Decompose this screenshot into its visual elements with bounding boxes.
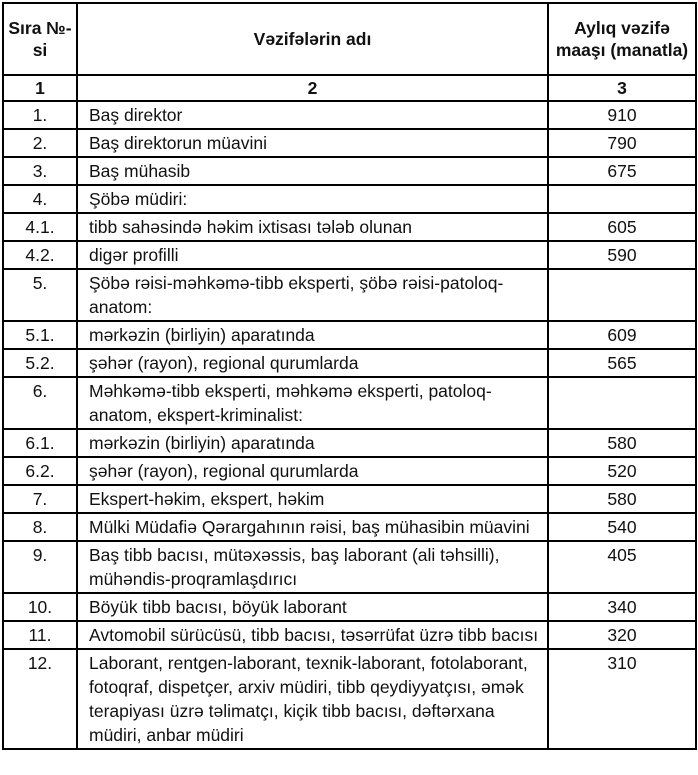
column-number-1: 1	[3, 75, 77, 101]
table-row	[3, 129, 696, 157]
row-number-cell: 5.2.	[3, 349, 77, 377]
table-row	[3, 349, 696, 377]
header-monthly-salary: Aylıq vəzifə maaşı (manatla)	[548, 3, 696, 75]
position-name-cell: Şöbə rəisi-məhkəmə-tibb eksperti, şöbə rəisi-patoloq-anatom:	[77, 269, 548, 321]
salary-value-cell: 910	[548, 101, 696, 129]
row-number-cell: 11.	[3, 621, 77, 649]
row-number-cell: 10.	[3, 593, 77, 621]
table-row	[3, 621, 696, 649]
salary-value-cell: 790	[548, 129, 696, 157]
table-row	[3, 321, 696, 349]
row-number-cell: 4.	[3, 185, 77, 213]
salary-value-cell: 320	[548, 621, 696, 649]
column-number-row	[3, 75, 696, 101]
position-name-cell: Baş mühasib	[77, 157, 548, 185]
table-row	[3, 157, 696, 185]
table-row	[3, 185, 696, 213]
row-number-cell: 7.	[3, 485, 77, 513]
row-number-cell: 8.	[3, 513, 77, 541]
row-number-cell: 1.	[3, 101, 77, 129]
position-name-cell: digər profilli	[77, 241, 548, 269]
row-number-cell: 4.1.	[3, 213, 77, 241]
row-number-cell: 6.2.	[3, 457, 77, 485]
table-row	[3, 513, 696, 541]
salary-value-cell: 540	[548, 513, 696, 541]
row-number-cell: 9.	[3, 541, 77, 593]
position-name-cell: şəhər (rayon), regional qurumlarda	[77, 349, 548, 377]
salary-value-cell: 340	[548, 593, 696, 621]
table-row	[3, 649, 696, 749]
table-row	[3, 457, 696, 485]
salary-value-cell: 605	[548, 213, 696, 241]
row-number-cell: 4.2.	[3, 241, 77, 269]
position-name-cell: mərkəzin (birliyin) aparatında	[77, 429, 548, 457]
salary-value-cell: 310	[548, 649, 696, 749]
table-row	[3, 269, 696, 321]
column-number-2: 2	[77, 75, 548, 101]
position-name-cell: Laborant, rentgen-laborant, texnik-laborant, fotolaborant, fotoqraf, dispetçer, arxiv müdiri, tibb qeydiyyatçısı, əmək terapiyası üzrə təlimatçı, kiçik tibb bacısı, dəftərxana müdiri, anbar müdiri	[77, 649, 548, 749]
salary-value-cell: 580	[548, 485, 696, 513]
position-name-cell: Avtomobil sürücüsü, tibb bacısı, təsərrüfat üzrə tibb bacısı	[77, 621, 548, 649]
row-number-cell: 2.	[3, 129, 77, 157]
position-name-cell: Baş direktorun müavini	[77, 129, 548, 157]
position-name-cell: şəhər (rayon), regional qurumlarda	[77, 457, 548, 485]
table-row	[3, 593, 696, 621]
row-number-cell: 6.1.	[3, 429, 77, 457]
position-name-cell: Baş direktor	[77, 101, 548, 129]
salary-value-cell: 609	[548, 321, 696, 349]
position-name-cell: Mülki Müdafiə Qərargahının rəisi, baş mühasibin müavini	[77, 513, 548, 541]
row-number-cell: 12.	[3, 649, 77, 749]
salary-value-cell	[548, 269, 696, 321]
header-row	[3, 3, 696, 75]
table-row	[3, 541, 696, 593]
table-row	[3, 213, 696, 241]
position-name-cell: Ekspert-həkim, ekspert, həkim	[77, 485, 548, 513]
position-name-cell: mərkəzin (birliyin) aparatında	[77, 321, 548, 349]
row-number-cell: 3.	[3, 157, 77, 185]
column-number-3: 3	[548, 75, 696, 101]
table-row	[3, 101, 696, 129]
salary-value-cell: 405	[548, 541, 696, 593]
salary-value-cell: 580	[548, 429, 696, 457]
table-row	[3, 241, 696, 269]
salary-value-cell: 590	[548, 241, 696, 269]
table-row	[3, 377, 696, 429]
salary-value-cell	[548, 185, 696, 213]
salary-value-cell	[548, 377, 696, 429]
position-name-cell: Məhkəmə-tibb eksperti, məhkəmə eksperti, patoloq-anatom, ekspert-kriminalist:	[77, 377, 548, 429]
table-row	[3, 429, 696, 457]
salary-table-body	[3, 101, 696, 749]
salary-table-header	[3, 3, 696, 101]
salary-table	[2, 2, 697, 750]
row-number-cell: 5.	[3, 269, 77, 321]
position-name-cell: Baş tibb bacısı, mütəxəssis, baş laborant (ali təhsilli), mühəndis-proqramlaşdırıcı	[77, 541, 548, 593]
position-name-cell: tibb sahəsində həkim ixtisası tələb olunan	[77, 213, 548, 241]
salary-value-cell: 675	[548, 157, 696, 185]
table-row	[3, 485, 696, 513]
salary-value-cell: 565	[548, 349, 696, 377]
position-name-cell: Böyük tibb bacısı, böyük laborant	[77, 593, 548, 621]
header-serial-number: Sıra №-si	[3, 3, 77, 75]
position-name-cell: Şöbə müdiri:	[77, 185, 548, 213]
row-number-cell: 6.	[3, 377, 77, 429]
row-number-cell: 5.1.	[3, 321, 77, 349]
header-position-name: Vəzifələrin adı	[77, 3, 548, 75]
salary-value-cell: 520	[548, 457, 696, 485]
